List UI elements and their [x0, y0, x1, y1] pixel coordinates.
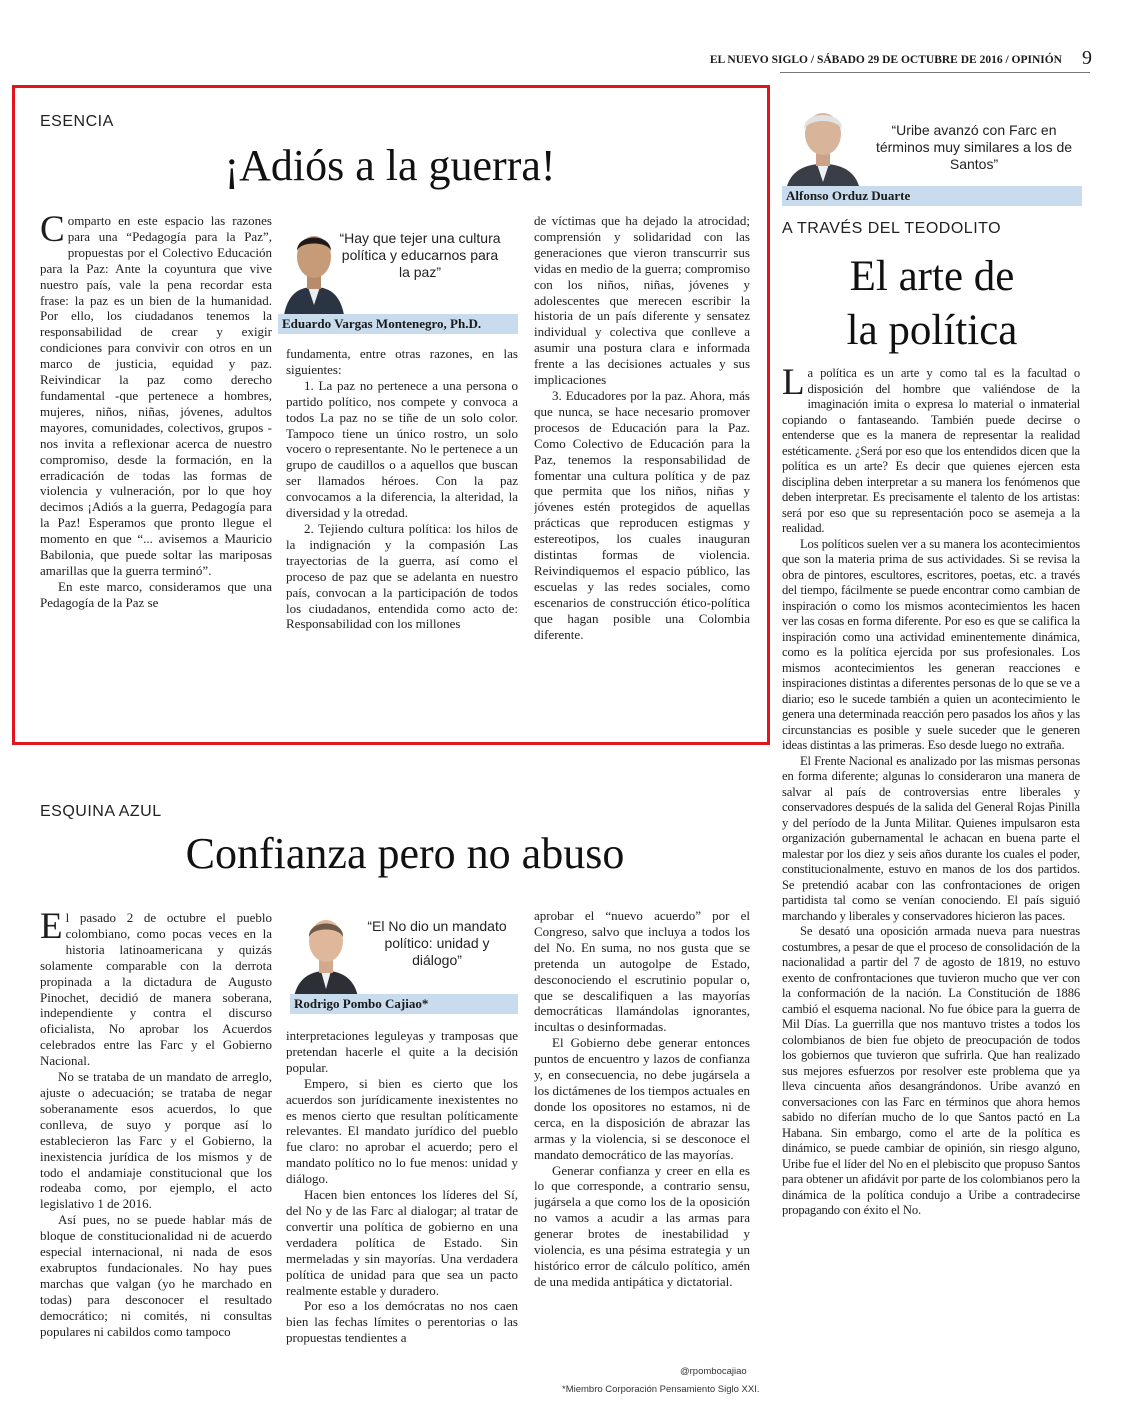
article1-paragraph: de víctimas que ha dejado la atrocidad; comprensión y solidaridad con las generaciones que vieron transcurrir sus vidas en medio de la guerra; compromiso con los niños, niñas, jóvenes y adolescentes que merecen escribir la historia de un país diferente y sensatez individual y colectiva que conlleve a asumir una postura clara e informada frente a las decisiones actuales y sus implicaciones	[534, 213, 750, 388]
page-number: 9	[1082, 47, 1092, 69]
article3-paragraph: El Frente Nacional es analizado por las mismas personas en forma diferente; algunas lo consideraron una manera de salvar al país de controversias entre liberales y conservadores después de la salida del General Rojas Pinilla y del período de la Junta Militar. Quienes impulsaron esta organización gubernamental le achacan en buena parte el malestar por los diez y seis años durante los cuales el poder, constitucionalmente, estuvo en manos de los dos partidos. Se pretendió acabar con las confrontaciones de origen partidista tal como se venían conociendo. El país siguió marchando y liberales y conservadores hicieron las paces.	[782, 753, 1080, 923]
article3-paragraph: Se desató una oposición armada nueva para nuestras costumbres, a pesar de que el proceso de consolidación de la nacionalidad a partir del 7 de agosto de 1819, no estuvo exento de confrontaciones que tuvieron mucho que ver con la conformación de la nación. La Constitución de 1886 cambió el esquema nacional. No fue óbice para la guerra de Mil Días. La guerrilla que nos mantuvo tristes a todos los colombianos de bien fue objeto de preocupación de todos los gobiernos que tuvieron que sufrirla. Que han realizado sus mejores esfuerzos por resolver este problema que ya lleva cincuenta años desangrándonos. Uribe avanzó en conversaciones con las Farc en términos que ahora hemos sabido no diferían mucho de lo que Santos pactó en La Habana. Sin embargo, como el arte de la política es dinámico, se puede cambiar de opinión, sin riesgo alguno, Uribe fue el líder del No en el plebiscito que propuso Santos para obtener un afidávit por parte de los colombianos pero la dinámica de la política condujo a Uribe a contradecirse propagando con éxito el No.	[782, 924, 1080, 1217]
header-meta: EL NUEVO SIGLO / SÁBADO 29 DE OCTUBRE DE 2016 / OPINIÓN	[709, 54, 1062, 66]
article2-col1	[40, 910, 272, 1402]
article1-col1	[40, 213, 272, 733]
article2-paragraph: aprobar el “nuevo acuerdo” por el Congreso, salvo que incluya a todos los del No. En suma, no nos gusta que se pretenda un autogolpe de Estado, desconociendo el escrutinio popular o, que se descalifiquen a las mayorías democráticas llamándolas ignorantes, incultas o desinformadas.	[534, 908, 750, 1035]
article2-title: Confianza pero no abuso	[185, 829, 625, 878]
article2-col2	[286, 1028, 518, 1402]
article1-author: Eduardo Vargas Montenegro, Ph.D.	[278, 314, 518, 334]
article1-section: ESENCIA	[40, 113, 114, 130]
page-header	[700, 47, 1100, 72]
article2-section: ESQUINA AZUL	[40, 803, 162, 820]
article2-paragraph: Empero, si bien es cierto que los acuerdos son jurídicamente inexistentes no es menos cierto que resultan políticamente relevantes. El mandato jurídico del pueblo fue claro: no aprobar el acuerdo; pero el mandato político no lo fue menos: unidad y diálogo.	[286, 1075, 518, 1187]
article1-paragraph: Comparto en este espacio las razones para una “Pedagogía para la Paz”, propuestas por el Colectivo Educación para la Paz: Ante la coyuntura que vive nuestro país, vale la pena recordar esta frase: la paz es un bien de la humanidad. Por ello, los ciudadanos tenemos la responsabilidad de crear y exigir condiciones para convivir con otros en un marco de justicia, equidad y paz. Reivindicar la paz como derecho fundamental -que pertenece a hombres, mujeres, niños, niñas, jóvenes, adultos mayores, comunidades, colectivos, grupos - nos invita a reflexionar acerca de nuestro compromiso, desde la formación, en la erradicación de todas las formas de violencia y vulneración, por lo que hoy decimos ¡Adiós a la guerra, Pedagogía para la Paz! Esperamos que pronto llegue el momento en que “... avisemos a Mauricio Babilonia, que puede soltar las mariposas amarillas que la guerra terminó”.	[40, 213, 272, 578]
dropcap: C	[40, 213, 65, 250]
author-footnote: *Miembro Corporación Pensamiento Siglo XXI.	[562, 1384, 760, 1395]
article2-paragraph: Hacen bien entonces los líderes del Sí, del No y de las Farc al dialogar; al tratar de convertir una política de gobierno en una verdadera política de Estado. Sin mermeladas y sin mayorías. Una verdadera política de unidad para que sea un pacto realmente estable y duradero.	[286, 1187, 518, 1298]
article3-title	[782, 250, 1082, 358]
article2-paragraph: Por eso a los demócratas no nos caen bien las fechas límites o perentorias o las propuestas tendientes a	[286, 1298, 518, 1346]
article3-author: Alfonso Orduz Duarte	[782, 186, 1082, 206]
article2-paragraph: Así pues, no se puede hablar más de bloque de constitucionalidad ni de acuerdo especial internacional, ni nada de esos exabruptos fundacionales. No hay pues marchas que valgan (yo he marchado en todas) para desconocer el resultado democrático; ni comités, ni consultas populares ni cabildos como tampoco	[40, 1212, 272, 1339]
article3-section: A TRAVÉS DEL TEODOLITO	[782, 220, 1002, 237]
dropcap: E	[40, 910, 63, 947]
article1-paragraph: En este marco, consideramos que una Pedagogía de la Paz se	[40, 578, 272, 610]
header-rule	[780, 72, 1090, 73]
article2-col3	[534, 908, 750, 1360]
article3-paragraph: La política es un arte y como tal es la facultad o disposición del hombre que valiéndose de la imaginación imita o expresa lo material o inmaterial copiando o fantaseando. También puede decirse o entenderse que es la manera de representar la realidad estéticamente. ¿Será por eso que los entendidos dicen que la política es un arte? Es decir que quienes ejercen esta disciplina deben interpretar a su manera los fenómenos que deben interpretar. Es precisamente el talento de los artistas: será por eso que su representación poco se asemeja a la realidad.	[782, 366, 1080, 535]
article3-body	[782, 366, 1080, 1402]
article3-quote: “Uribe avanzó con Farc en términos muy similares a los de Santos”	[875, 122, 1073, 172]
article1-paragraph: 2. Tejiendo cultura política: los hilos de la indignación y la compasión Las trayectorias de la guerra, así como el proceso de paz que se adelanta en nuestro país, convocan a la participación de todos los ciudadanos, entendida como acto de: Responsabilidad con los millones	[286, 520, 518, 632]
author-photo-pombo	[290, 905, 362, 997]
article1-paragraph: 1. La paz no pertenece a una persona o partido político, nos compete y convoca a todos La paz no se tiñe de un solo color. Tampoco tiene un único rostro, un solo vocero o representante. No le pertenece a un grupo de caudillos o a aquellos que buscan ser llamados héroes. Con la paz convocamos a la diferencia, la alteridad, la diversidad y la otredad.	[286, 377, 518, 521]
author-photo-orduz	[782, 98, 864, 190]
article3-title-line2: la política	[846, 307, 1018, 354]
article1-title: ¡Adiós a la guerra!	[224, 141, 556, 190]
article2-paragraph: El pasado 2 de octubre el pueblo colombiano, como pocas veces en la historia latinoamericana y quizás solamente comparable con la derrota propinada a la dictadura de Augusto Pinochet, decidió de manera soberana, independiente y contra el discurso oficialista, No aprobar los Acuerdos celebrados entre las Farc y el Gobierno Nacional.	[40, 910, 272, 1069]
article1-col3	[534, 213, 750, 733]
article2-quote: “El No dio un mandato político: unidad y diálogo”	[367, 918, 507, 968]
article1-quote: “Hay que tejer una cultura política y educarnos para la paz”	[339, 230, 501, 280]
article2-paragraph: No se trataba de un mandato de arreglo, ajuste o adecuación; se trataba de negar soberanamente esos acuerdos, lo que conlleva, de suyo y porque así lo establecieron las Farc y el Gobierno, la inexistencia jurídica de los mismos y de todo el andamiaje constitucional que los rodeaba como, por ejemplo, el acto legislativo 1 de 2016.	[40, 1069, 272, 1212]
article2-paragraph: Generar confianza y creer en ella es lo que corresponde, a contrario sensu, jugársela a que como los de la oposición no vamos a acudir a las armas para generar brotes de inestabilidad y violencia, es una pésima estrategia y un histórico error de cálculo político, amén de una medida antipática y dictatorial.	[534, 1162, 750, 1289]
article1-paragraph: fundamenta, entre otras razones, en las siguientes:	[286, 346, 518, 377]
article3-paragraph: Los políticos suelen ver a su manera los acontecimientos que son la materia prima de sus actividades. Si se revisa la obra de pintores, escultores, escritores, poetas, etc. a través del tiempo, fácilmente se puede encontrar como cambian de inspiración o como los mismos acontecimientos les hacen ver las cosas en forma diferente. Por eso es que se califica la inspiración como una actividad eminentemente dinámica, como es la política ejercida por sus profesionales. Los mismos acontecimientos les generan reacciones e inspiraciones distintas a diferentes personas de lo que se ve a diario; eso le sucede también a quien un acontecimiento le genera una determinada reacción pero pasados los años y las circunstancias es posible y suele suceder que le generen ideas distintas a las primeras. Eso desde luego no extraña.	[782, 536, 1080, 752]
article1-col2	[286, 346, 518, 731]
dropcap: L	[782, 366, 805, 403]
article2-paragraph: interpretaciones leguleyas y tramposas que pretendan hacerle el quite a la decisión popular.	[286, 1028, 518, 1075]
article2-author: Rodrigo Pombo Cajiao*	[290, 994, 518, 1014]
article3-title-line1: El arte de	[849, 253, 1015, 300]
twitter-handle: @rpombocajiao	[680, 1366, 747, 1377]
article1-paragraph: 3. Educadores por la paz. Ahora, más que nunca, se hace necesario promover procesos de Educación para la Paz. Como Colectivo de Educación para la Paz, tenemos la responsabilidad de fomentar una cultura política y de paz que permita que los niños, niñas y jóvenes estén protegidos de aquellas prácticas que reproducen estigmas y estereotipos, los cuales inauguran distintas formas de violencia. Reivindiquemos el espacio público, las escuelas y las redes sociales, como escenarios de construcción ético-política que hagan posible una Colombia diferente.	[534, 387, 750, 642]
article2-paragraph: El Gobierno debe generar entonces puntos de encuentro y lazos de confianza y, en consecuencia, no debe jugársela a los dictámenes de los tiempos actuales en donde los opositores no estamos, ni de cerca, en la disposición de abrazar las armas y la violencia, si se desconoce el mandato democrático de las mayorías.	[534, 1035, 750, 1162]
